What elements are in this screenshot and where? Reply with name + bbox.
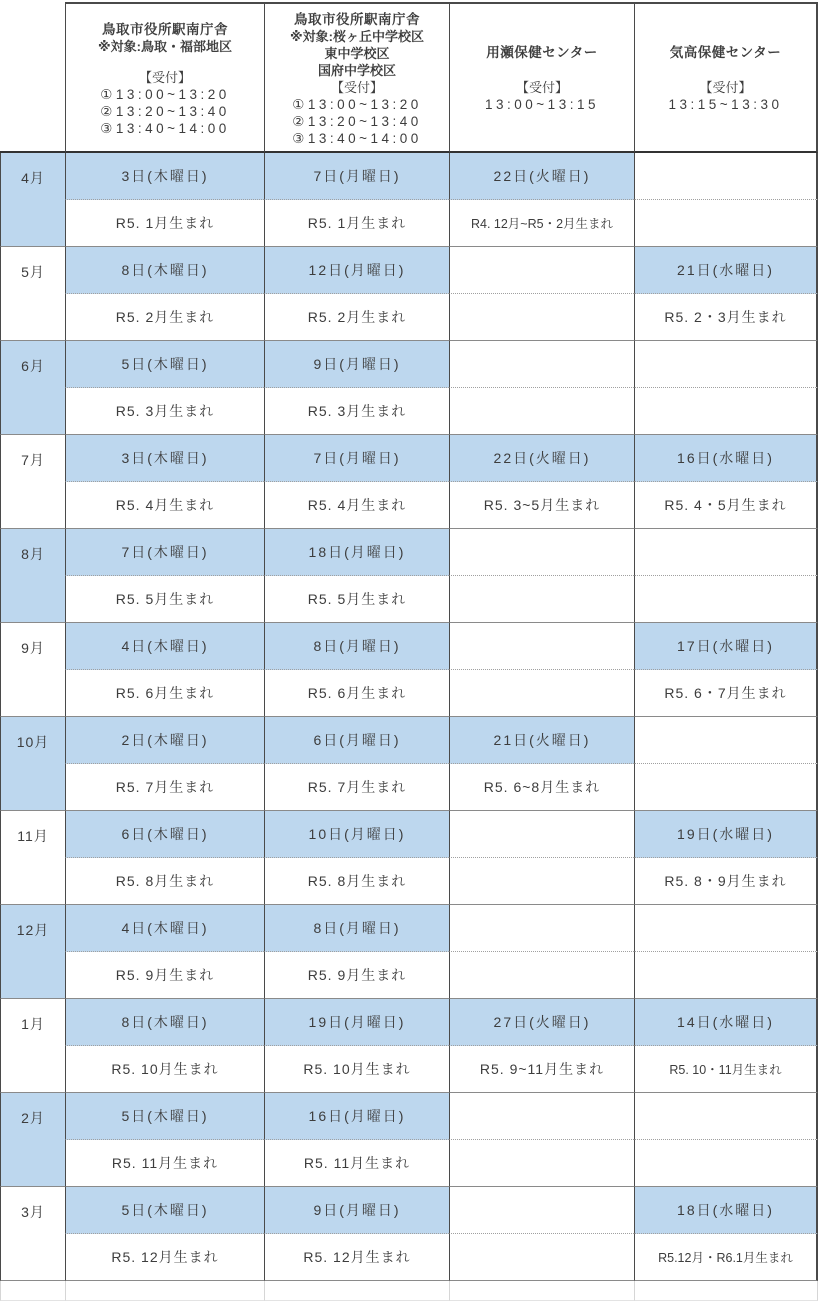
- stub-cell: [65, 1281, 264, 1301]
- month-cell: 6月: [0, 341, 65, 435]
- date-cell: [634, 153, 818, 200]
- reception-label: 【受付】: [515, 80, 568, 95]
- vaccination-schedule-table: [0, 2, 818, 1301]
- date-cell: [634, 1093, 818, 1140]
- location-name: 鳥取市役所駅南庁舎: [102, 21, 228, 37]
- birth-month-cell: R5. 7月生まれ: [65, 764, 264, 811]
- birth-month-cell: R5. 4・5月生まれ: [634, 482, 818, 529]
- date-cell: 22日(火曜日): [449, 153, 634, 200]
- date-cell: 2日(木曜日): [65, 717, 264, 764]
- birth-month-cell: R4. 12月~R5・2月生まれ: [449, 200, 634, 247]
- birth-month-cell: R5. 12月生まれ: [264, 1234, 449, 1281]
- stub-cell: [449, 1281, 634, 1301]
- birth-month-cell: R5. 11月生まれ: [264, 1140, 449, 1187]
- birth-month-cell: R5. 10・11月生まれ: [634, 1046, 818, 1093]
- birth-month-cell: R5. 3月生まれ: [264, 388, 449, 435]
- birth-month-cell: R5. 8月生まれ: [264, 858, 449, 905]
- month-cell: 8月: [0, 529, 65, 623]
- date-cell: 16日(水曜日): [634, 435, 818, 482]
- date-cell: 8日(木曜日): [65, 999, 264, 1046]
- date-cell: 7日(木曜日): [65, 529, 264, 576]
- birth-month-cell: R5. 3月生まれ: [65, 388, 264, 435]
- birth-month-cell: [449, 294, 634, 341]
- birth-month-cell: R5. 2月生まれ: [264, 294, 449, 341]
- location-name: 気高保健センター: [669, 45, 782, 60]
- target-area: 東中学校区: [324, 45, 390, 61]
- date-cell: [449, 905, 634, 952]
- reception-time: ③13:40~14:00: [100, 120, 230, 136]
- birth-month-cell: [449, 858, 634, 905]
- birth-month-cell: R5. 1月生まれ: [264, 200, 449, 247]
- birth-month-cell: [449, 952, 634, 999]
- reception-label: 【受付】: [138, 69, 191, 85]
- date-cell: 16日(月曜日): [264, 1093, 449, 1140]
- birth-month-cell: [634, 200, 818, 247]
- date-cell: 6日(月曜日): [264, 717, 449, 764]
- birth-month-cell: R5. 3~5月生まれ: [449, 482, 634, 529]
- date-cell: 9日(月曜日): [264, 1187, 449, 1234]
- birth-month-cell: R5. 6~8月生まれ: [449, 764, 634, 811]
- birth-month-cell: [634, 576, 818, 623]
- date-cell: 7日(月曜日): [264, 435, 449, 482]
- birth-month-cell: R5. 7月生まれ: [264, 764, 449, 811]
- date-cell: 3日(木曜日): [65, 435, 264, 482]
- date-cell: 22日(火曜日): [449, 435, 634, 482]
- target-area: ※対象:鳥取・福部地区: [98, 38, 232, 54]
- date-cell: [449, 811, 634, 858]
- date-cell: 9日(月曜日): [264, 341, 449, 388]
- date-cell: [449, 1187, 634, 1234]
- birth-month-cell: R5. 9月生まれ: [264, 952, 449, 999]
- location-name: 鳥取市役所駅南庁舎: [294, 11, 420, 27]
- birth-month-cell: [634, 764, 818, 811]
- reception-time: ①13:00~13:20: [100, 86, 230, 102]
- birth-month-cell: R5. 6月生まれ: [65, 670, 264, 717]
- reception-time: 13:00~13:15: [485, 97, 599, 112]
- month-cell: 9月: [0, 623, 65, 717]
- date-cell: [634, 717, 818, 764]
- date-cell: 8日(月曜日): [264, 623, 449, 670]
- birth-month-cell: [634, 952, 818, 999]
- header-ekinan-tottori-fukube: [65, 2, 264, 153]
- date-cell: 19日(月曜日): [264, 999, 449, 1046]
- date-cell: 18日(水曜日): [634, 1187, 818, 1234]
- date-cell: 19日(水曜日): [634, 811, 818, 858]
- reception-time: ①13:00~13:20: [292, 96, 422, 112]
- reception-time: ②13:20~13:40: [100, 103, 230, 119]
- date-cell: 5日(木曜日): [65, 341, 264, 388]
- birth-month-cell: R5. 5月生まれ: [264, 576, 449, 623]
- location-name: 用瀬保健センター: [486, 45, 598, 60]
- month-cell: 4月: [0, 153, 65, 247]
- date-cell: 4日(木曜日): [65, 623, 264, 670]
- month-cell: 3月: [0, 1187, 65, 1281]
- birth-month-cell: R5. 6月生まれ: [264, 670, 449, 717]
- birth-month-cell: R5. 8・9月生まれ: [634, 858, 818, 905]
- reception-time: ③13:40~14:00: [292, 130, 422, 146]
- date-cell: [449, 247, 634, 294]
- date-cell: 21日(水曜日): [634, 247, 818, 294]
- header-ketaka-center: [634, 2, 818, 153]
- month-cell: 7月: [0, 435, 65, 529]
- birth-month-cell: R5.12月・R6.1月生まれ: [634, 1234, 818, 1281]
- month-cell: 1月: [0, 999, 65, 1093]
- date-cell: 6日(木曜日): [65, 811, 264, 858]
- date-cell: 14日(水曜日): [634, 999, 818, 1046]
- date-cell: 27日(火曜日): [449, 999, 634, 1046]
- birth-month-cell: [634, 388, 818, 435]
- date-cell: 8日(月曜日): [264, 905, 449, 952]
- date-cell: [634, 905, 818, 952]
- birth-month-cell: R5. 10月生まれ: [264, 1046, 449, 1093]
- date-cell: [449, 1093, 634, 1140]
- birth-month-cell: [449, 670, 634, 717]
- date-cell: 7日(月曜日): [264, 153, 449, 200]
- birth-month-cell: [634, 1140, 818, 1187]
- birth-month-cell: R5. 2・3月生まれ: [634, 294, 818, 341]
- date-cell: 10日(月曜日): [264, 811, 449, 858]
- date-cell: 8日(木曜日): [65, 247, 264, 294]
- date-cell: 18日(月曜日): [264, 529, 449, 576]
- date-cell: [634, 529, 818, 576]
- birth-month-cell: R5. 6・7月生まれ: [634, 670, 818, 717]
- birth-month-cell: [449, 388, 634, 435]
- date-cell: 4日(木曜日): [65, 905, 264, 952]
- stub-cell: [0, 1281, 65, 1301]
- header-ekinan-school-districts: [264, 2, 449, 153]
- birth-month-cell: R5. 8月生まれ: [65, 858, 264, 905]
- month-cell: 11月: [0, 811, 65, 905]
- birth-month-cell: R5. 10月生まれ: [65, 1046, 264, 1093]
- date-cell: 17日(水曜日): [634, 623, 818, 670]
- birth-month-cell: R5. 9月生まれ: [65, 952, 264, 999]
- date-cell: [449, 529, 634, 576]
- reception-time: ②13:20~13:40: [292, 113, 422, 129]
- month-cell: 5月: [0, 247, 65, 341]
- birth-month-cell: R5. 5月生まれ: [65, 576, 264, 623]
- birth-month-cell: R5. 2月生まれ: [65, 294, 264, 341]
- date-cell: 5日(木曜日): [65, 1187, 264, 1234]
- stub-cell: [264, 1281, 449, 1301]
- birth-month-cell: R5. 4月生まれ: [264, 482, 449, 529]
- month-cell: 2月: [0, 1093, 65, 1187]
- birth-month-cell: R5. 11月生まれ: [65, 1140, 264, 1187]
- birth-month-cell: R5. 4月生まれ: [65, 482, 264, 529]
- target-area: 国府中学校区: [317, 62, 396, 78]
- reception-label: 【受付】: [330, 79, 383, 95]
- birth-month-cell: R5. 12月生まれ: [65, 1234, 264, 1281]
- month-cell: 12月: [0, 905, 65, 999]
- birth-month-cell: [449, 1234, 634, 1281]
- date-cell: 3日(木曜日): [65, 153, 264, 200]
- month-cell: 10月: [0, 717, 65, 811]
- stub-cell: [634, 1281, 818, 1301]
- date-cell: 12日(月曜日): [264, 247, 449, 294]
- month-column-header: [0, 2, 65, 153]
- date-cell: [634, 341, 818, 388]
- birth-month-cell: R5. 1月生まれ: [65, 200, 264, 247]
- reception-time: 13:15~13:30: [668, 97, 783, 112]
- target-area: ※対象:桜ヶ丘中学校区: [290, 28, 424, 44]
- date-cell: 5日(木曜日): [65, 1093, 264, 1140]
- reception-label: 【受付】: [699, 80, 752, 95]
- date-cell: 21日(火曜日): [449, 717, 634, 764]
- date-cell: [449, 623, 634, 670]
- birth-month-cell: [449, 576, 634, 623]
- birth-month-cell: [449, 1140, 634, 1187]
- header-mochigase-center: [449, 2, 634, 153]
- date-cell: [449, 341, 634, 388]
- birth-month-cell: R5. 9~11月生まれ: [449, 1046, 634, 1093]
